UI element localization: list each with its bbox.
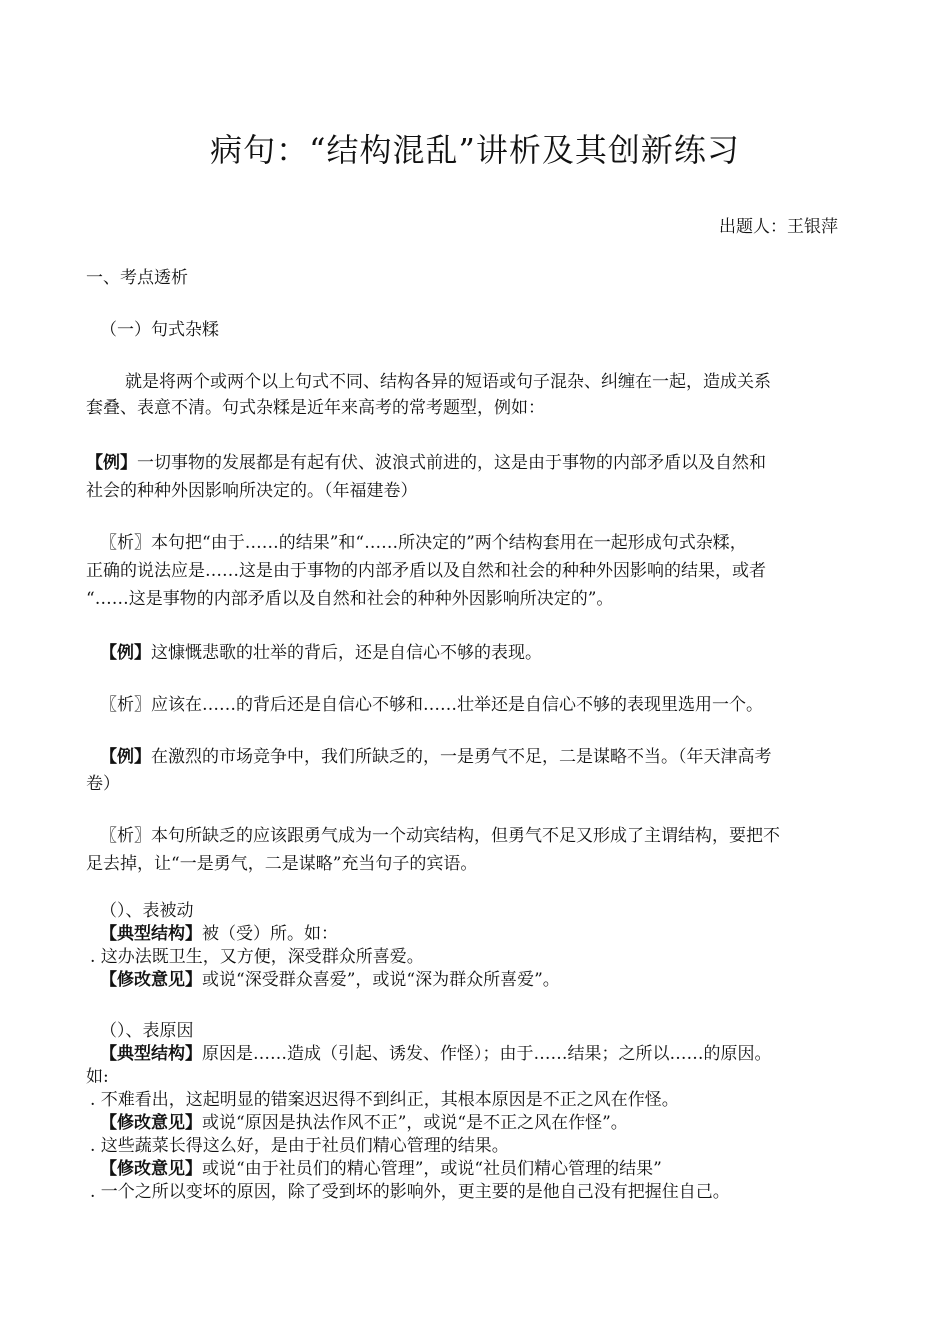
example-3-line-2: 卷） bbox=[86, 774, 120, 794]
cause-fix-2 bbox=[100, 1158, 880, 1180]
example-3-line-1 bbox=[100, 744, 880, 770]
author-line: 出题人：王银萍 bbox=[719, 217, 838, 237]
passive-item-1: . 这办法既卫生，又方便，深受群众所喜爱。 bbox=[90, 947, 424, 967]
example-2-line-1 bbox=[100, 640, 880, 666]
analysis-3-line-2: 足去掉，让“一是勇气，二是谋略”充当句子的宾语。 bbox=[86, 854, 478, 874]
cause-heading: （）、表原因 bbox=[100, 1021, 194, 1041]
example-text: 在激烈的市场竞争中，我们所缺乏的，一是勇气不足，二是谋略不当。（年天津高考 bbox=[151, 747, 772, 767]
example-1-line-1 bbox=[86, 450, 866, 476]
document-title: 病句：“结构混乱”讲析及其创新练习 bbox=[210, 131, 740, 169]
cause-structure bbox=[100, 1043, 880, 1065]
example-text: 一切事物的发展都是有起有伏、波浪式前进的，这是由于事物的内部矛盾以及自然和 bbox=[137, 453, 766, 473]
passive-heading: （）、表被动 bbox=[100, 901, 194, 921]
cause-ru: 如: bbox=[86, 1067, 109, 1087]
fix-tag: 【修改意见】 bbox=[100, 1113, 202, 1133]
passive-structure bbox=[100, 923, 880, 945]
structure-text: 原因是……造成（引起、诱发、作怪）；由于……结果；之所以……的原因。 bbox=[202, 1044, 772, 1064]
fix-text: 或说“深受群众喜爱”，或说“深为群众所喜爱”。 bbox=[202, 970, 560, 990]
cause-item-2: . 这些蔬菜长得这么好，是由于社员们精心管理的结果。 bbox=[90, 1136, 509, 1156]
example-text: 这慷慨悲歌的壮举的背后，还是自信心不够的表现。 bbox=[151, 643, 542, 663]
example-tag: 【例】 bbox=[100, 643, 151, 663]
cause-item-3: . 一个之所以变坏的原因，除了受到坏的影响外，更主要的是他自己没有把握住自己。 bbox=[90, 1182, 730, 1202]
fix-tag: 【修改意见】 bbox=[100, 1159, 202, 1179]
cause-item-1: . 不难看出，这起明显的错案迟迟得不到纠正，其根本原因是不正之风在作怪。 bbox=[90, 1090, 679, 1110]
intro-paragraph-line-2: 套叠、表意不清。句式杂糅是近年来高考的常考题型，例如： bbox=[86, 398, 545, 418]
intro-paragraph-line-1: 就是将两个或两个以上句式不同、结构各异的短语或句子混杂、纠缠在一起，造成关系 bbox=[125, 372, 771, 392]
passive-fix bbox=[100, 969, 880, 991]
analysis-2-line-1: 〖析〗应该在……的背后还是自信心不够和……壮举还是自信心不够的表现里选用一个。 bbox=[100, 695, 763, 715]
fix-text: 或说“原因是执法作风不正”，或说“是不正之风在作怪”。 bbox=[202, 1113, 628, 1133]
cause-fix-1 bbox=[100, 1112, 880, 1134]
analysis-1-line-2: 正确的说法应是……这是由于事物的内部矛盾以及自然和社会的种种外因影响的结果，或者 bbox=[86, 561, 766, 581]
example-1-line-2: 社会的种种外因影响所决定的。（年福建卷） bbox=[86, 481, 418, 501]
subsection-heading: （一）句式杂糅 bbox=[100, 320, 219, 340]
analysis-1-line-3: “……这是事物的内部矛盾以及自然和社会的种种外因影响所决定的”。 bbox=[86, 589, 614, 609]
analysis-3-line-1: 〖析〗本句所缺乏的应该跟勇气成为一个动宾结构，但勇气不足又形成了主谓结构，要把不 bbox=[100, 826, 780, 846]
example-tag: 【例】 bbox=[86, 453, 137, 473]
structure-tag: 【典型结构】 bbox=[100, 1044, 202, 1064]
fix-tag: 【修改意见】 bbox=[100, 970, 202, 990]
fix-text: 或说“由于社员们的精心管理”，或说“社员们精心管理的结果” bbox=[202, 1159, 662, 1179]
example-tag: 【例】 bbox=[100, 747, 151, 767]
analysis-1-line-1: 〖析〗本句把“由于……的结果”和“……所决定的”两个结构套用在一起形成句式杂糅， bbox=[100, 533, 747, 553]
structure-text: 被（受）所。如： bbox=[202, 924, 338, 944]
structure-tag: 【典型结构】 bbox=[100, 924, 202, 944]
section-heading: 一、考点透析 bbox=[86, 268, 188, 288]
